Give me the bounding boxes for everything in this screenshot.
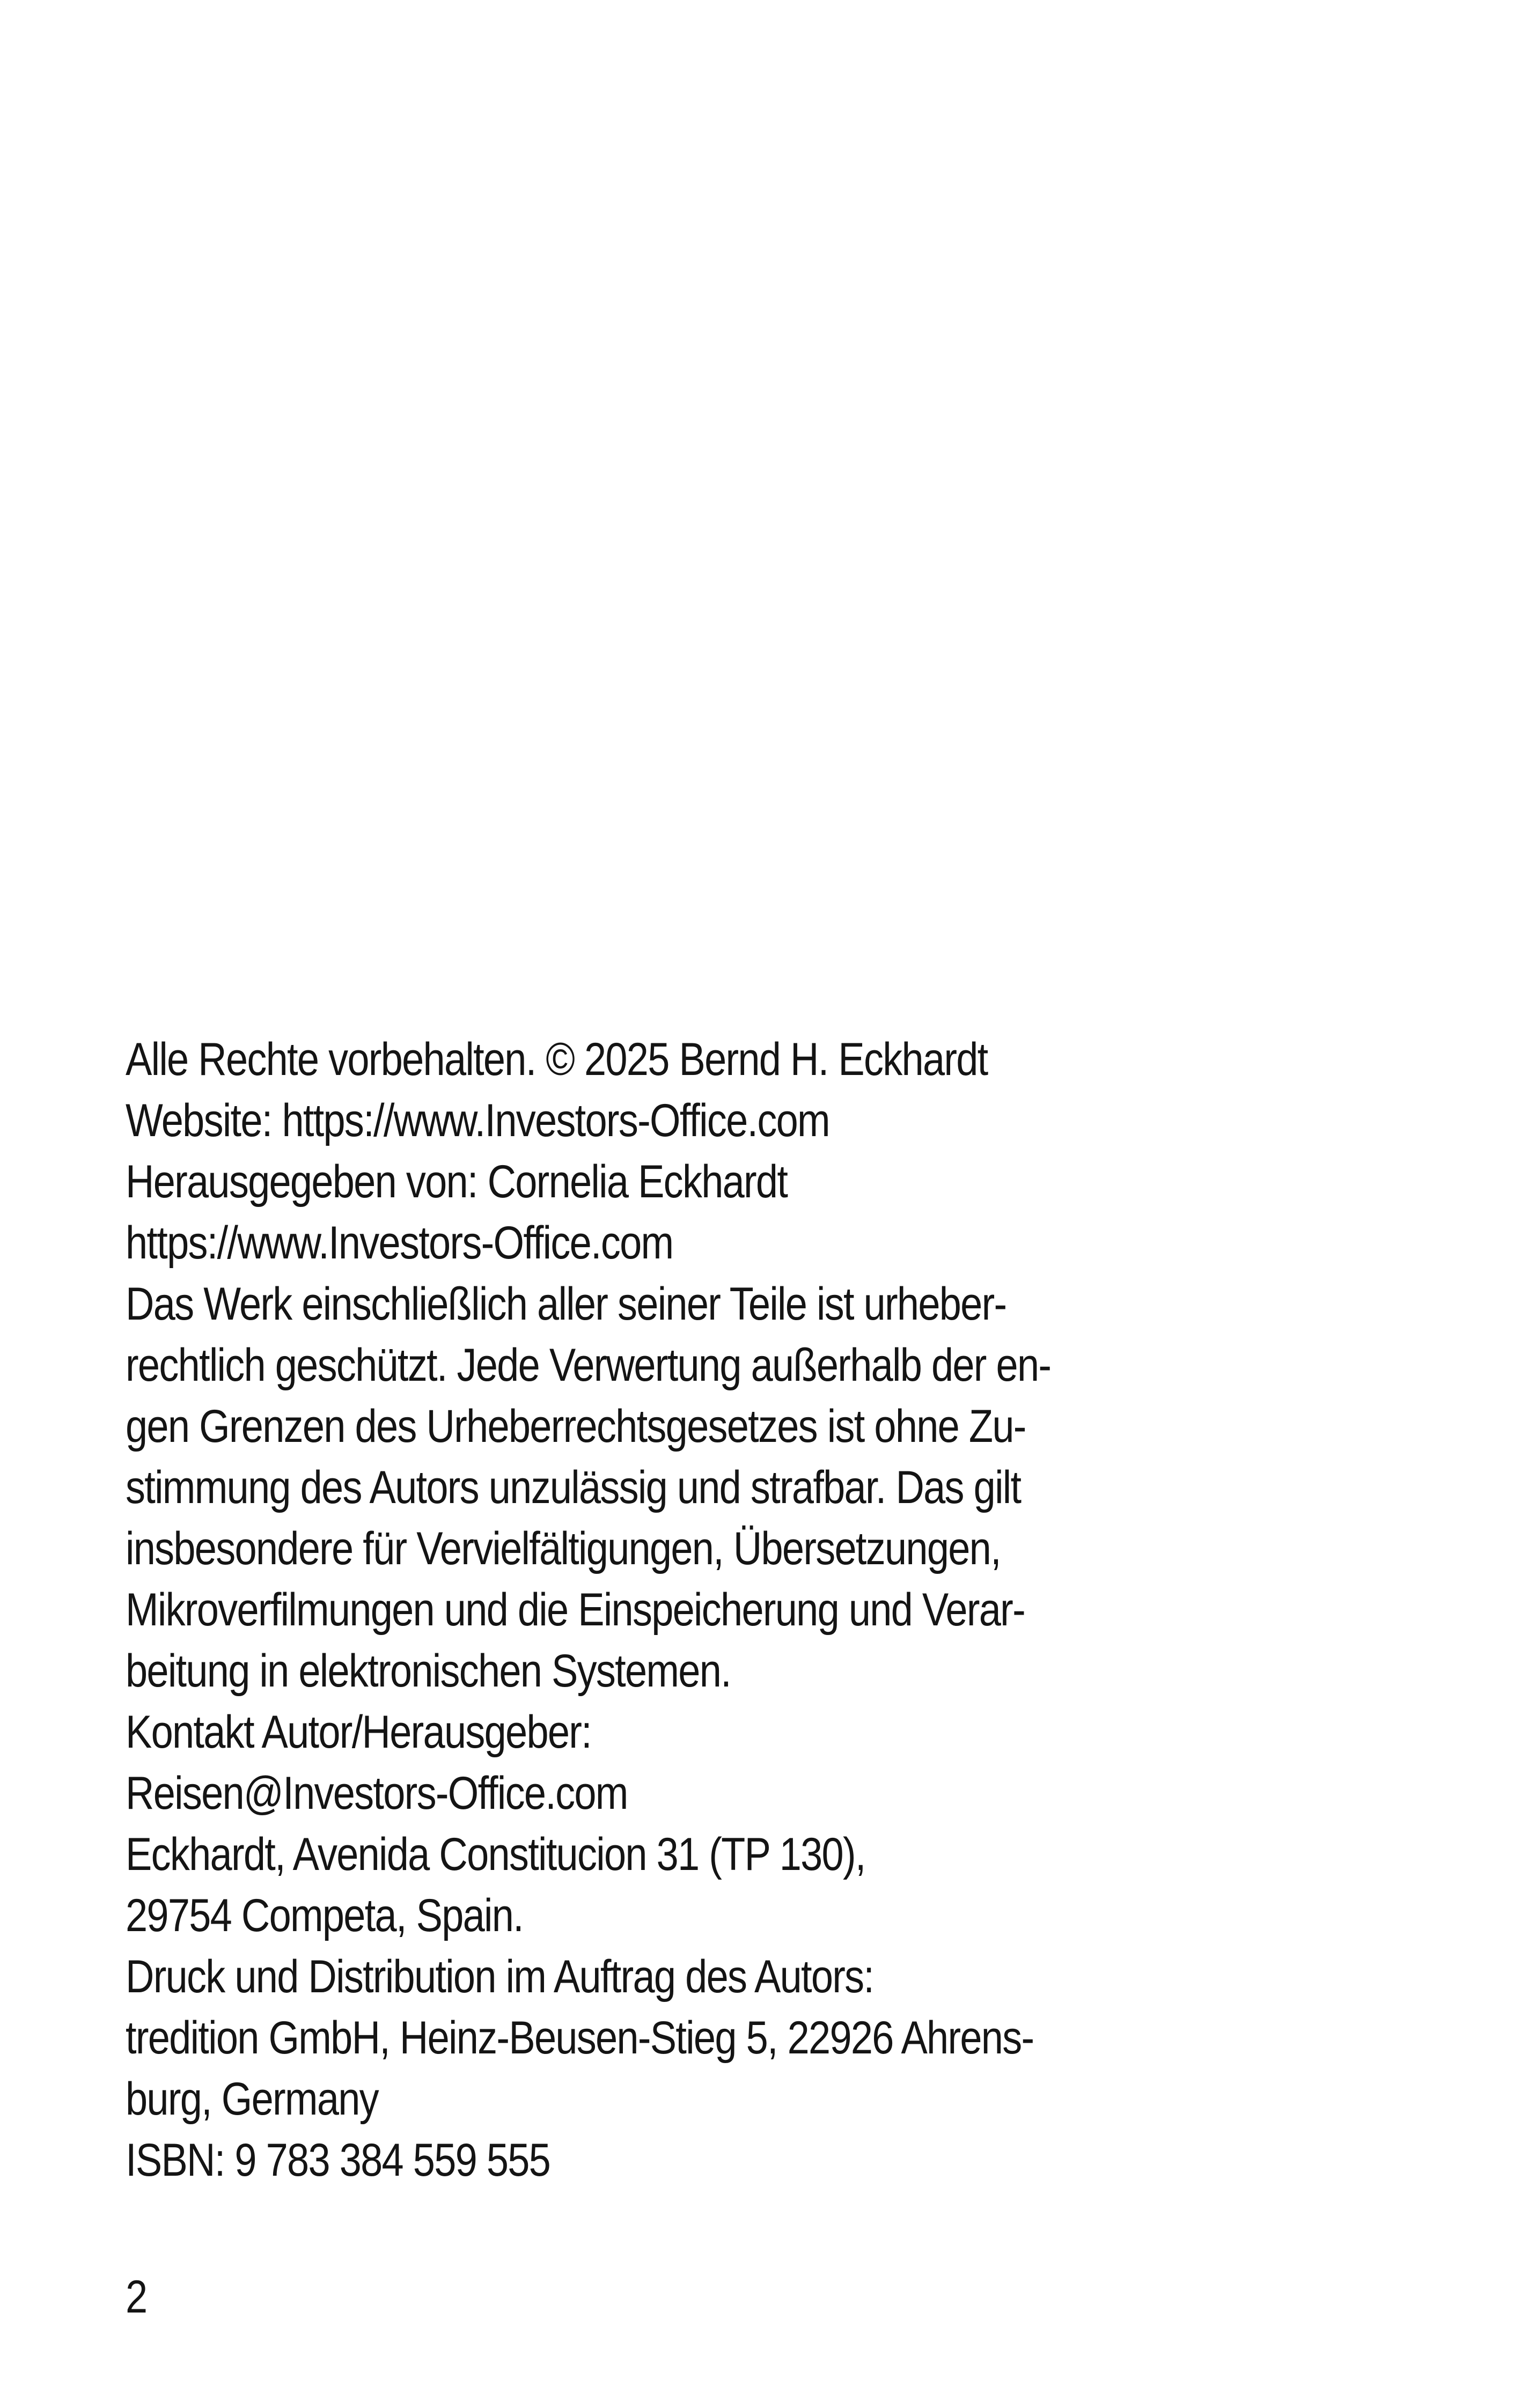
isbn-line: ISBN: 9 783 384 559 555: [126, 2134, 550, 2186]
copyright-line: Alle Rechte vorbehalten. © 2025 Bernd H. Eckhardt: [126, 1034, 988, 1085]
distribution-address-line-1: tredition GmbH, Heinz-Beusen-Stieg 5, 22926 Ahrens-: [126, 2012, 1034, 2064]
legal-notice-line-5: insbesondere für Vervielfältigungen, Übersetzungen,: [126, 1523, 1001, 1574]
page-number: 2: [126, 2271, 148, 2323]
legal-notice-line-1: Das Werk einschließlich aller seiner Teile ist urheber-: [126, 1278, 1006, 1330]
legal-notice-line-2: rechtlich geschützt. Jede Verwertung außerhalb der en-: [126, 1339, 1051, 1391]
contact-email: Reisen@Investors-Office.com: [126, 1768, 628, 1819]
legal-notice-line-7: beitung in elektronischen Systemen.: [126, 1645, 731, 1697]
distribution-address-line-2: burg, Germany: [126, 2073, 378, 2125]
contact-heading: Kontakt Autor/Herausgeber:: [126, 1706, 592, 1758]
distribution-heading: Druck und Distribution im Auftrag des Autors:: [126, 1951, 874, 2002]
contact-address-line-2: 29754 Competa, Spain.: [126, 1890, 524, 1941]
legal-notice-line-6: Mikroverfilmungen und die Einspeicherung und Verar-: [126, 1584, 1025, 1636]
contact-address-line-1: Eckhardt, Avenida Constitucion 31 (TP 130),: [126, 1829, 865, 1880]
publisher-line: Herausgegeben von: Cornelia Eckhardt: [126, 1156, 788, 1207]
legal-notice-line-4: stimmung des Autors unzulässig und strafbar. Das gilt: [126, 1462, 1021, 1513]
publisher-url-line: https://www.Investors-Office.com: [126, 1217, 673, 1269]
website-line: Website: https://www.Investors-Office.com: [126, 1095, 829, 1146]
imprint-block: [126, 1029, 1118, 2191]
legal-notice-line-3: gen Grenzen des Urheberrechtsgesetzes ist ohne Zu-: [126, 1401, 1026, 1452]
